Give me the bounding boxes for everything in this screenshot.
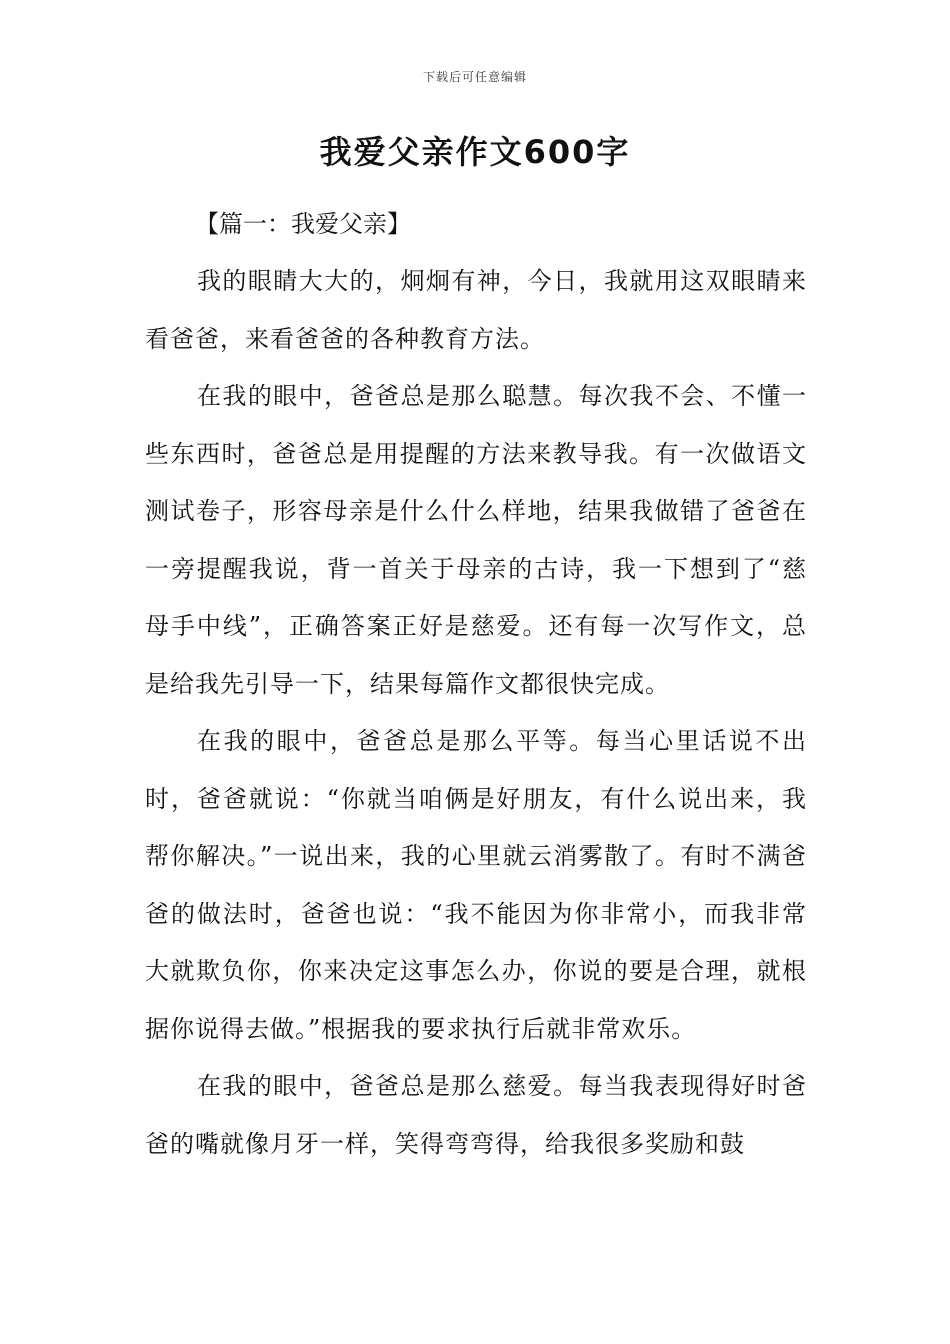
section-heading: 【篇一：我爱父亲】	[195, 210, 411, 238]
paragraph-1: 我的眼睛大大的，炯炯有神，今日，我就用这双眼睛来看爸爸，来看爸爸的各种教育方法。	[145, 267, 807, 353]
paragraph-4: 在我的眼中，爸爸总是那么慈爱。每当我表现得好时爸爸的嘴就像月牙一样，笑得弯弯得，给我很多奖励和鼓	[145, 1072, 807, 1158]
paragraph-2: 在我的眼中，爸爸总是那么聪慧。每次我不会、不懂一些东西时，爸爸总是用提醒的方法来教导我。有一次做语文测试卷子，形容母亲是什么什么样地，结果我做错了爸爸在一旁提醒我说，背一首关于母亲的古诗，我一下想到了“慈母手中线”，正确答案正好是慈爱。还有每一次写作文，总是给我先引导一下，结果每篇作文都很快完成。	[145, 382, 807, 698]
document-body	[145, 196, 807, 1173]
header-note: 下载后可任意编辑	[422, 70, 527, 84]
document-title: 我爱父亲作文600字	[319, 133, 631, 171]
paragraph-3: 在我的眼中，爸爸总是那么平等。每当心里话说不出时，爸爸就说：“你就当咱俩是好朋友，有什么说出来，我帮你解决。”一说出来，我的心里就云消雾散了。有时不满爸爸的做法时，爸爸也说：“我不能因为你非常小，而我非常大就欺负你，你来决定这事怎么办，你说的要是合理，就根据你说得去做。”根据我的要求执行后就非常欢乐。	[145, 727, 807, 1043]
